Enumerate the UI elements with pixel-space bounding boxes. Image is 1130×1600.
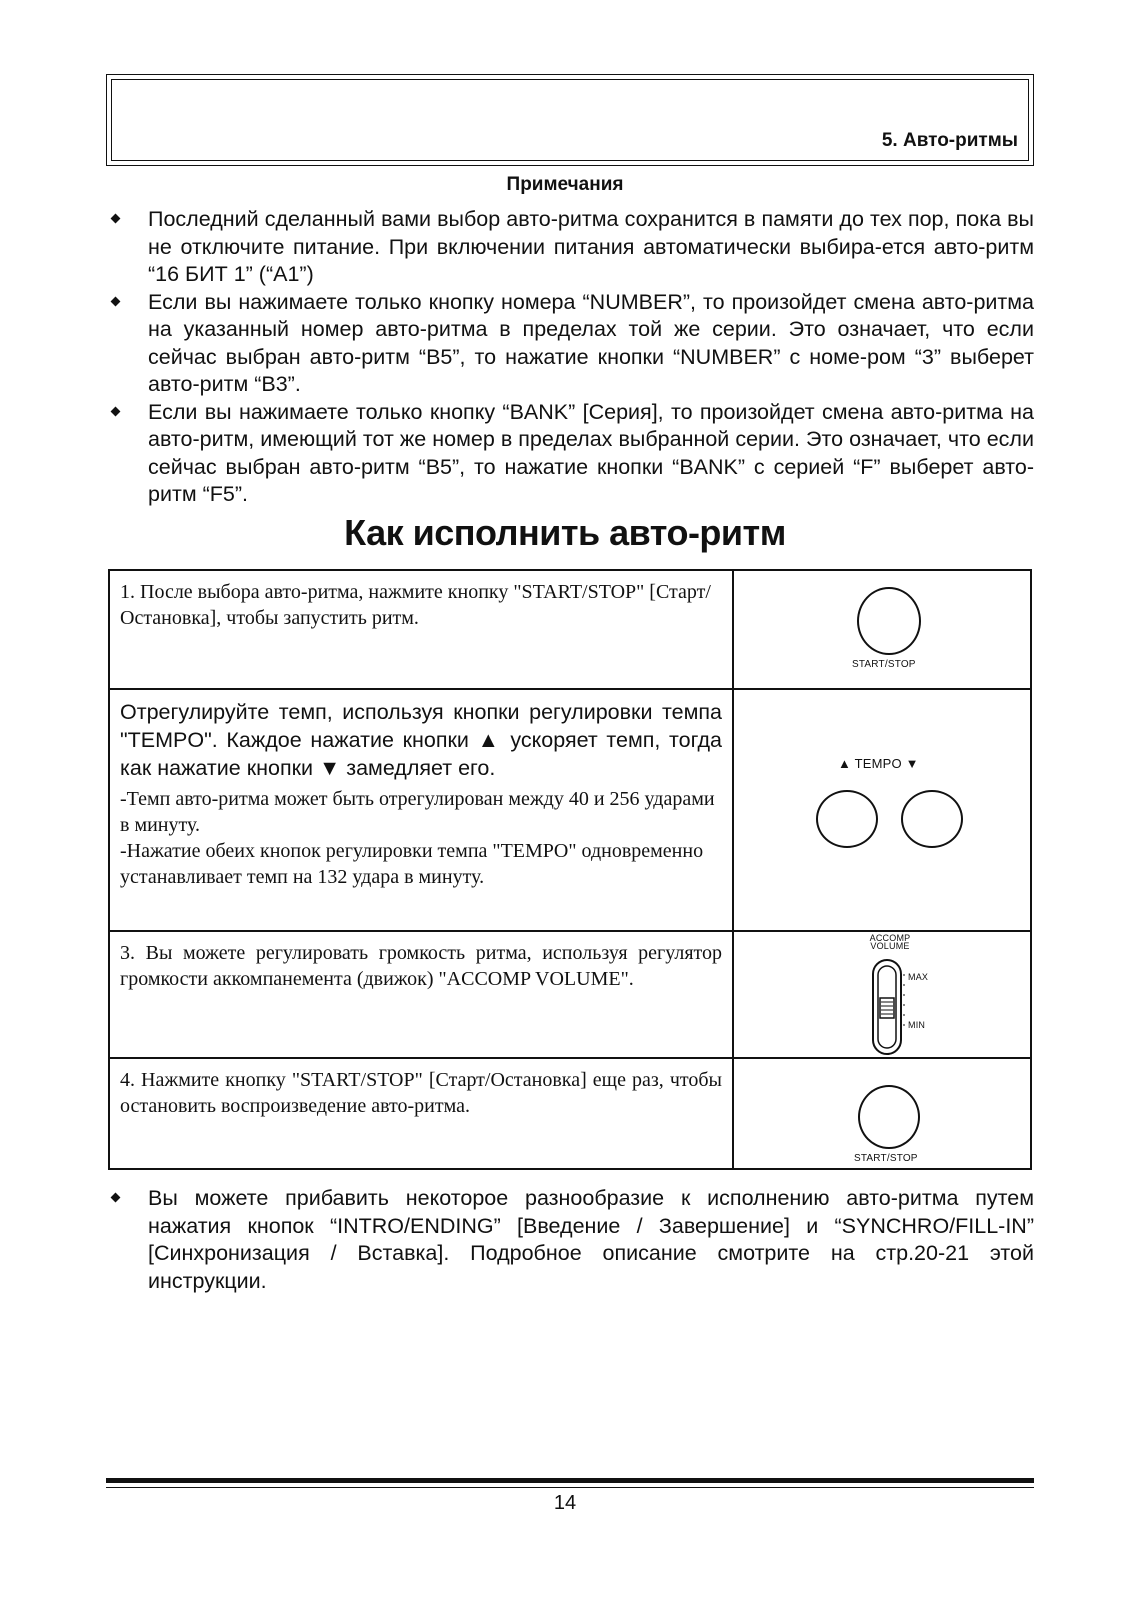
step4-text-cell	[109, 1058, 733, 1169]
footer-rule-thick	[106, 1478, 1034, 1483]
step2-text: Отрегулируйте темп, используя кнопки регулировки темпа "TEMPO". Каждое нажатие кнопки ▲ ускоряет темп, тогда как нажатие кнопки ▼ замедляет его.	[120, 700, 722, 780]
note-text: Если вы нажимаете только кнопку “BANK” [Серия], то произойдет смена авто-ритма на авто-ритм, имеющий тот же номер в пределах выбранной серии. Это означает, что если сейчас выбран авто-ритм “B5”, то нажатие кнопки “BANK” с серией “F” выберет авто-ритм “F5”.	[148, 399, 1034, 506]
start-stop-button-icon	[858, 1085, 920, 1149]
step-row-4	[109, 1058, 1031, 1169]
min-label: MIN	[908, 1020, 926, 1030]
note-item	[110, 399, 1034, 509]
step1-text: 1. После выбора авто-ритма, нажмите кнопку "START/STOP" [Старт/Остановка], чтобы запустить ритм.	[120, 581, 711, 629]
start-stop-label: START/STOP	[854, 1153, 918, 1164]
diamond-bullet-icon	[111, 214, 121, 224]
start-stop-label: START/STOP	[852, 659, 916, 670]
notes-heading: Примечания	[506, 174, 624, 195]
step2-text-cell	[109, 689, 733, 931]
notes-list	[110, 206, 1034, 509]
section-header-inner-frame	[111, 79, 1029, 161]
step-row-3	[109, 931, 1031, 1058]
footer-rule-thin	[106, 1487, 1034, 1488]
tempo-up-button-icon	[816, 790, 878, 848]
note-text: Если вы нажимаете только кнопку номера “NUMBER”, то произойдет смена авто-ритма на указанный номер авто-ритма в пределах той же серии. Это означает, что если сейчас выбран авто-ритм “B5”, то нажатие кнопки “NUMBER” с номе-ром “3” выберет авто-ритм “B3”.	[148, 289, 1034, 396]
note-item	[110, 289, 1034, 399]
step4-figure-cell	[733, 1058, 1031, 1169]
step1-figure-cell	[733, 570, 1031, 689]
diamond-bullet-icon	[111, 406, 121, 416]
note-item	[110, 206, 1034, 289]
step4-text: 4. Нажмите кнопку "START/STOP" [Старт/Остановка] еще раз, чтобы остановить воспроизведение авто-ритма.	[120, 1069, 722, 1117]
step2-note-both: -Нажатие обеих кнопок регулировки темпа "TEMPO" одновременно устанавливает темп на 132 удара в минуту.	[120, 840, 704, 888]
footer-note-item	[110, 1185, 1034, 1295]
step-row-2	[109, 689, 1031, 931]
footer-note-text: Вы можете прибавить некоторое разнообразие к исполнению авто-ритма путем нажатия кнопок “INTRO/ENDING” [Введение / Завершение] и “SYNCHRO/FILL-IN” [Синхронизация / Вставка]. Подробное описание смотрите на стр.20-21 этой инструкции.	[148, 1186, 1034, 1293]
step3-text: 3. Вы можете регулировать громкость ритма, используя регулятор громкости аккомпанемента (движок) "ACCOMP VOLUME".	[120, 942, 722, 990]
tempo-down-button-icon	[901, 790, 963, 848]
start-stop-button-icon	[857, 587, 921, 655]
note-text: Последний сделанный вами выбор авто-ритма сохранится в памяти до тех пор, пока вы не отключите питание. При включении питания автоматически выбира-ется авто-ритм “16 БИТ 1” (“A1”)	[148, 207, 1034, 286]
step3-figure-cell	[733, 931, 1031, 1058]
diamond-bullet-icon	[111, 296, 121, 306]
tempo-label: ▲ TEMPO ▼	[838, 756, 919, 771]
step2-note-range: -Темп авто-ритма может быть отрегулирован между 40 и 256 ударами в минуту.	[120, 788, 715, 836]
max-label: MAX	[908, 972, 929, 982]
footer-note-list	[110, 1185, 1034, 1295]
accomp-label-line1: ACCOMP	[869, 933, 911, 943]
section-label: 5. Авто-ритмы	[881, 130, 1018, 151]
step2-figure-cell	[733, 689, 1031, 931]
steps-table	[108, 569, 1032, 1170]
step1-text-cell	[109, 570, 733, 689]
step-row-1	[109, 570, 1031, 689]
diamond-bullet-icon	[111, 1193, 121, 1203]
page-number: 14	[553, 1492, 577, 1514]
step3-text-cell	[109, 931, 733, 1058]
section-header-box	[106, 74, 1034, 166]
accomp-volume-label	[868, 934, 912, 950]
accomp-label-line2: VOLUME	[870, 941, 910, 951]
main-title: Как исполнить авто-ритм	[344, 512, 786, 553]
